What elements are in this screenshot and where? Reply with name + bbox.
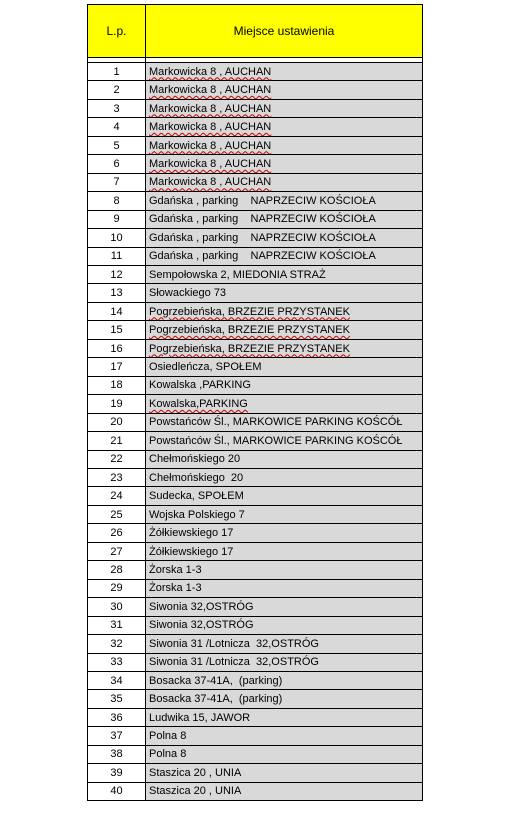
row-number: 10 [88, 229, 146, 247]
table-row [88, 468, 423, 486]
place-text: Polna 8 [149, 748, 187, 761]
place-text: Gdańska , parking NAPRZECIW KOŚCIOŁA [149, 231, 376, 244]
row-place [146, 321, 423, 339]
header-row [88, 5, 423, 58]
row-place [146, 210, 423, 228]
row-place [146, 284, 423, 302]
row-number: 27 [88, 542, 146, 560]
row-number: 25 [88, 505, 146, 523]
row-number: 37 [88, 727, 146, 745]
place-text: Osiedleńcza, SPOŁEM [149, 360, 262, 373]
row-number: 15 [88, 321, 146, 339]
row-place [146, 616, 423, 634]
place-text: Sempołowska 2, MIEDONIA STRAŻ [149, 268, 326, 281]
row-number: 24 [88, 487, 146, 505]
place-text: Ludwika 15, JAWOR [149, 711, 251, 724]
row-place [146, 561, 423, 579]
place-text: Pogrzebieńska, BRZEZIE PRZYSTANEK [149, 324, 350, 337]
table-row [88, 302, 423, 320]
row-number: 18 [88, 376, 146, 394]
row-number: 13 [88, 284, 146, 302]
row-number: 29 [88, 579, 146, 597]
row-place [146, 136, 423, 154]
row-number: 3 [88, 99, 146, 117]
table-row [88, 229, 423, 247]
row-place [146, 764, 423, 782]
table-row [88, 339, 423, 357]
row-place [146, 395, 423, 413]
row-number: 16 [88, 339, 146, 357]
place-text: Żorska 1-3 [149, 563, 202, 576]
place-text: Żółkiewskiego 17 [149, 527, 234, 540]
row-place [146, 782, 423, 800]
place-text: Staszica 20 , UNIA [149, 785, 242, 798]
row-number: 36 [88, 708, 146, 726]
table-row [88, 690, 423, 708]
table-row [88, 118, 423, 136]
row-number: 1 [88, 63, 146, 81]
place-text: Siwonia 32,OSTRÓG [149, 619, 254, 632]
row-place [146, 99, 423, 117]
place-text: Wojska Polskiego 7 [149, 508, 245, 521]
table-row [88, 727, 423, 745]
row-number: 4 [88, 118, 146, 136]
table-row [88, 395, 423, 413]
header-lp: L.p. [88, 5, 146, 58]
place-text: Pogrzebieńska, BRZEZIE PRZYSTANEK [149, 305, 350, 318]
row-number: 19 [88, 395, 146, 413]
place-text: Markowicka 8 , AUCHAN [149, 102, 272, 115]
row-place [146, 708, 423, 726]
row-number: 26 [88, 524, 146, 542]
table-row [88, 561, 423, 579]
place-text: Siwonia 31 /Lotnicza 32,OSTRÓG [149, 637, 319, 650]
row-number: 9 [88, 210, 146, 228]
row-number: 17 [88, 358, 146, 376]
place-text: Kowalska ,PARKING [149, 379, 251, 392]
row-place [146, 376, 423, 394]
row-number: 32 [88, 635, 146, 653]
row-place [146, 653, 423, 671]
row-number: 30 [88, 598, 146, 616]
place-text: Kowalska,PARKING [149, 397, 248, 410]
row-place [146, 247, 423, 265]
place-text: Żorska 1-3 [149, 582, 202, 595]
table-row [88, 432, 423, 450]
table-row [88, 542, 423, 560]
place-text: Markowicka 8 , AUCHAN [149, 121, 272, 134]
row-place [146, 745, 423, 763]
row-number: 2 [88, 81, 146, 99]
row-place [146, 450, 423, 468]
place-text: Gdańska , parking NAPRZECIW KOŚCIOŁA [149, 250, 376, 263]
row-place [146, 81, 423, 99]
table-row [88, 210, 423, 228]
row-place [146, 265, 423, 283]
place-text: Powstańców Śl., MARKOWICE PARKING KOŚCÓŁ [149, 416, 403, 429]
row-place [146, 542, 423, 560]
row-number: 14 [88, 302, 146, 320]
row-number: 12 [88, 265, 146, 283]
row-number: 40 [88, 782, 146, 800]
table-row [88, 63, 423, 81]
place-text: Pogrzebieńska, BRZEZIE PRZYSTANEK [149, 342, 350, 355]
place-text: Żółkiewskiego 17 [149, 545, 234, 558]
table-row [88, 192, 423, 210]
table-row [88, 413, 423, 431]
table-row [88, 155, 423, 173]
table-row [88, 173, 423, 191]
row-number: 22 [88, 450, 146, 468]
row-place [146, 302, 423, 320]
row-place [146, 635, 423, 653]
table-row [88, 136, 423, 154]
row-place [146, 505, 423, 523]
row-number: 11 [88, 247, 146, 265]
place-text: Markowicka 8 , AUCHAN [149, 139, 272, 152]
table-row [88, 579, 423, 597]
row-place [146, 339, 423, 357]
table-row [88, 708, 423, 726]
row-place [146, 413, 423, 431]
place-text: Polna 8 [149, 730, 187, 743]
place-text: Powstańców Śl., MARKOWICE PARKING KOŚCÓŁ [149, 434, 403, 447]
row-place [146, 432, 423, 450]
place-text: Markowicka 8 , AUCHAN [149, 176, 272, 189]
row-place [146, 524, 423, 542]
table-row [88, 450, 423, 468]
table-row [88, 321, 423, 339]
row-place [146, 671, 423, 689]
table-row [88, 487, 423, 505]
row-number: 31 [88, 616, 146, 634]
row-number: 38 [88, 745, 146, 763]
row-place [146, 192, 423, 210]
table-row [88, 358, 423, 376]
place-text: Siwonia 32,OSTRÓG [149, 600, 254, 613]
row-place [146, 579, 423, 597]
place-text: Markowicka 8 , AUCHAN [149, 65, 272, 78]
row-place [146, 229, 423, 247]
row-place [146, 173, 423, 191]
row-place [146, 727, 423, 745]
table-row [88, 99, 423, 117]
row-number: 35 [88, 690, 146, 708]
place-text: Gdańska , parking NAPRZECIW KOŚCIOŁA [149, 194, 376, 207]
table-row [88, 524, 423, 542]
row-place [146, 118, 423, 136]
row-place [146, 690, 423, 708]
row-number: 20 [88, 413, 146, 431]
row-place [146, 468, 423, 486]
table-row [88, 653, 423, 671]
place-text: Bosacka 37-41A, (parking) [149, 674, 283, 687]
table-row [88, 265, 423, 283]
header-place: Miejsce ustawienia [146, 5, 423, 58]
row-number: 7 [88, 173, 146, 191]
table-row [88, 671, 423, 689]
row-number: 33 [88, 653, 146, 671]
place-text: Staszica 20 , UNIA [149, 766, 242, 779]
row-place [146, 63, 423, 81]
place-text: Markowicka 8 , AUCHAN [149, 157, 272, 170]
table-row [88, 598, 423, 616]
table-row [88, 745, 423, 763]
table-row [88, 81, 423, 99]
row-number: 39 [88, 764, 146, 782]
place-text: Chełmońskiego 20 [149, 453, 241, 466]
table-row [88, 284, 423, 302]
table-row [88, 782, 423, 800]
row-place [146, 487, 423, 505]
table-row [88, 764, 423, 782]
place-text: Chełmońskiego 20 [149, 471, 244, 484]
row-number: 6 [88, 155, 146, 173]
row-number: 23 [88, 468, 146, 486]
table-row [88, 505, 423, 523]
row-number: 8 [88, 192, 146, 210]
table-row [88, 376, 423, 394]
row-place [146, 358, 423, 376]
place-text: Sudecka, SPOŁEM [149, 490, 244, 503]
place-text: Bosacka 37-41A, (parking) [149, 693, 283, 706]
row-number: 34 [88, 671, 146, 689]
row-number: 5 [88, 136, 146, 154]
table-row [88, 247, 423, 265]
locations-table [87, 4, 423, 801]
place-text: Słowackiego 73 [149, 287, 227, 300]
row-number: 28 [88, 561, 146, 579]
table-row [88, 616, 423, 634]
row-place [146, 598, 423, 616]
row-place [146, 155, 423, 173]
place-text: Gdańska , parking NAPRZECIW KOŚCIOŁA [149, 213, 376, 226]
table-row [88, 635, 423, 653]
place-text: Markowicka 8 , AUCHAN [149, 84, 272, 97]
place-text: Siwonia 31 /Lotnicza 32,OSTRÓG [149, 656, 319, 669]
row-number: 21 [88, 432, 146, 450]
